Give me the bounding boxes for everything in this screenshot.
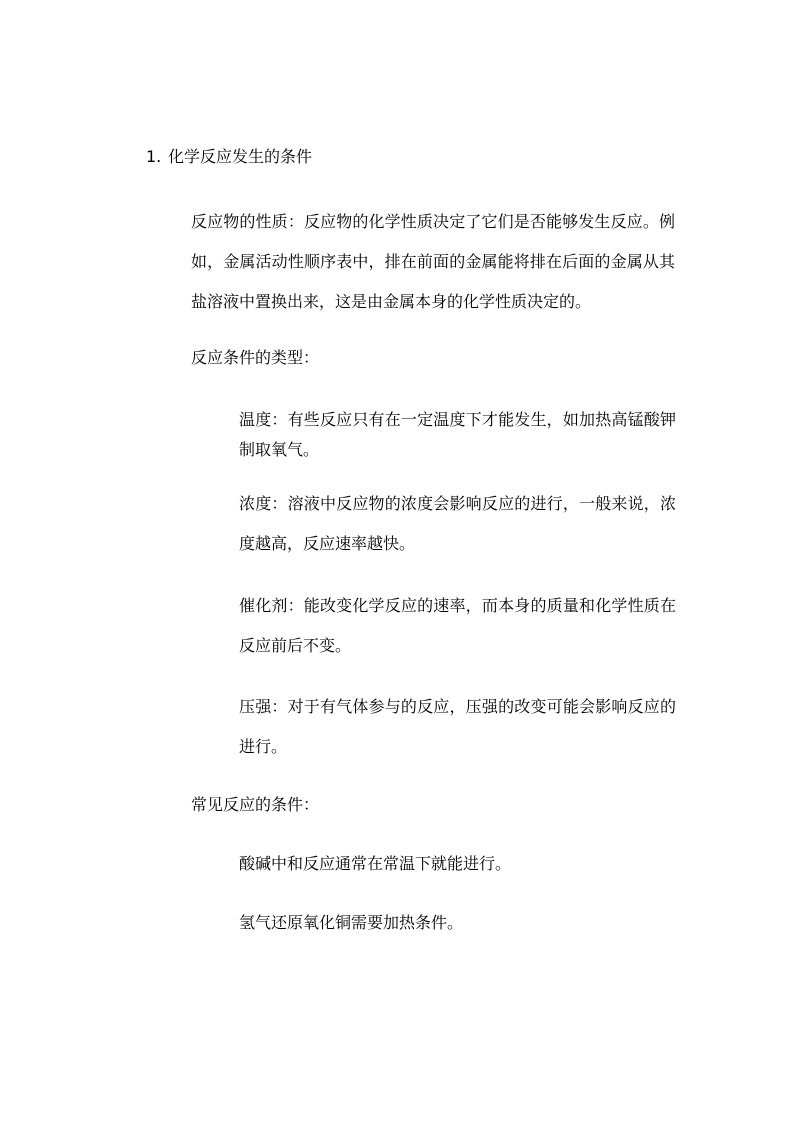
concentration-paragraph: 浓度：溶液中反应物的浓度会影响反应的进行，一般来说，浓度越高，反应速率越快。 — [239, 494, 676, 553]
hydrogen-reduction-paragraph: 氢气还原氧化铜需要加热条件。 — [239, 913, 464, 932]
reactant-nature-paragraph: 反应物的性质：反应物的化学性质决定了它们是否能够发生反应。例如，金属活动性顺序表中，排在前面的金属能将排在后面的金属从其盐溶液中置换出来，这是由金属本身的化学性质决定的。 — [191, 212, 675, 311]
section-title: 化学反应发生的条件 — [168, 147, 313, 166]
temperature-paragraph: 温度：有些反应只有在一定温度下才能发生，如加热高锰酸钾制取氧气。 — [239, 410, 676, 459]
pressure-paragraph: 压强：对于有气体参与的反应，压强的改变可能会影响反应的进行。 — [239, 697, 676, 756]
section-number: 1. — [146, 147, 162, 166]
common-conditions-label: 常见反应的条件： — [191, 795, 320, 814]
catalyst-paragraph: 催化剂：能改变化学反应的速率，而本身的质量和化学性质在反应前后不变。 — [239, 596, 676, 655]
acid-base-paragraph: 酸碱中和反应通常在常温下就能进行。 — [239, 854, 512, 873]
condition-types-label: 反应条件的类型： — [191, 348, 320, 367]
section-heading — [146, 145, 312, 169]
